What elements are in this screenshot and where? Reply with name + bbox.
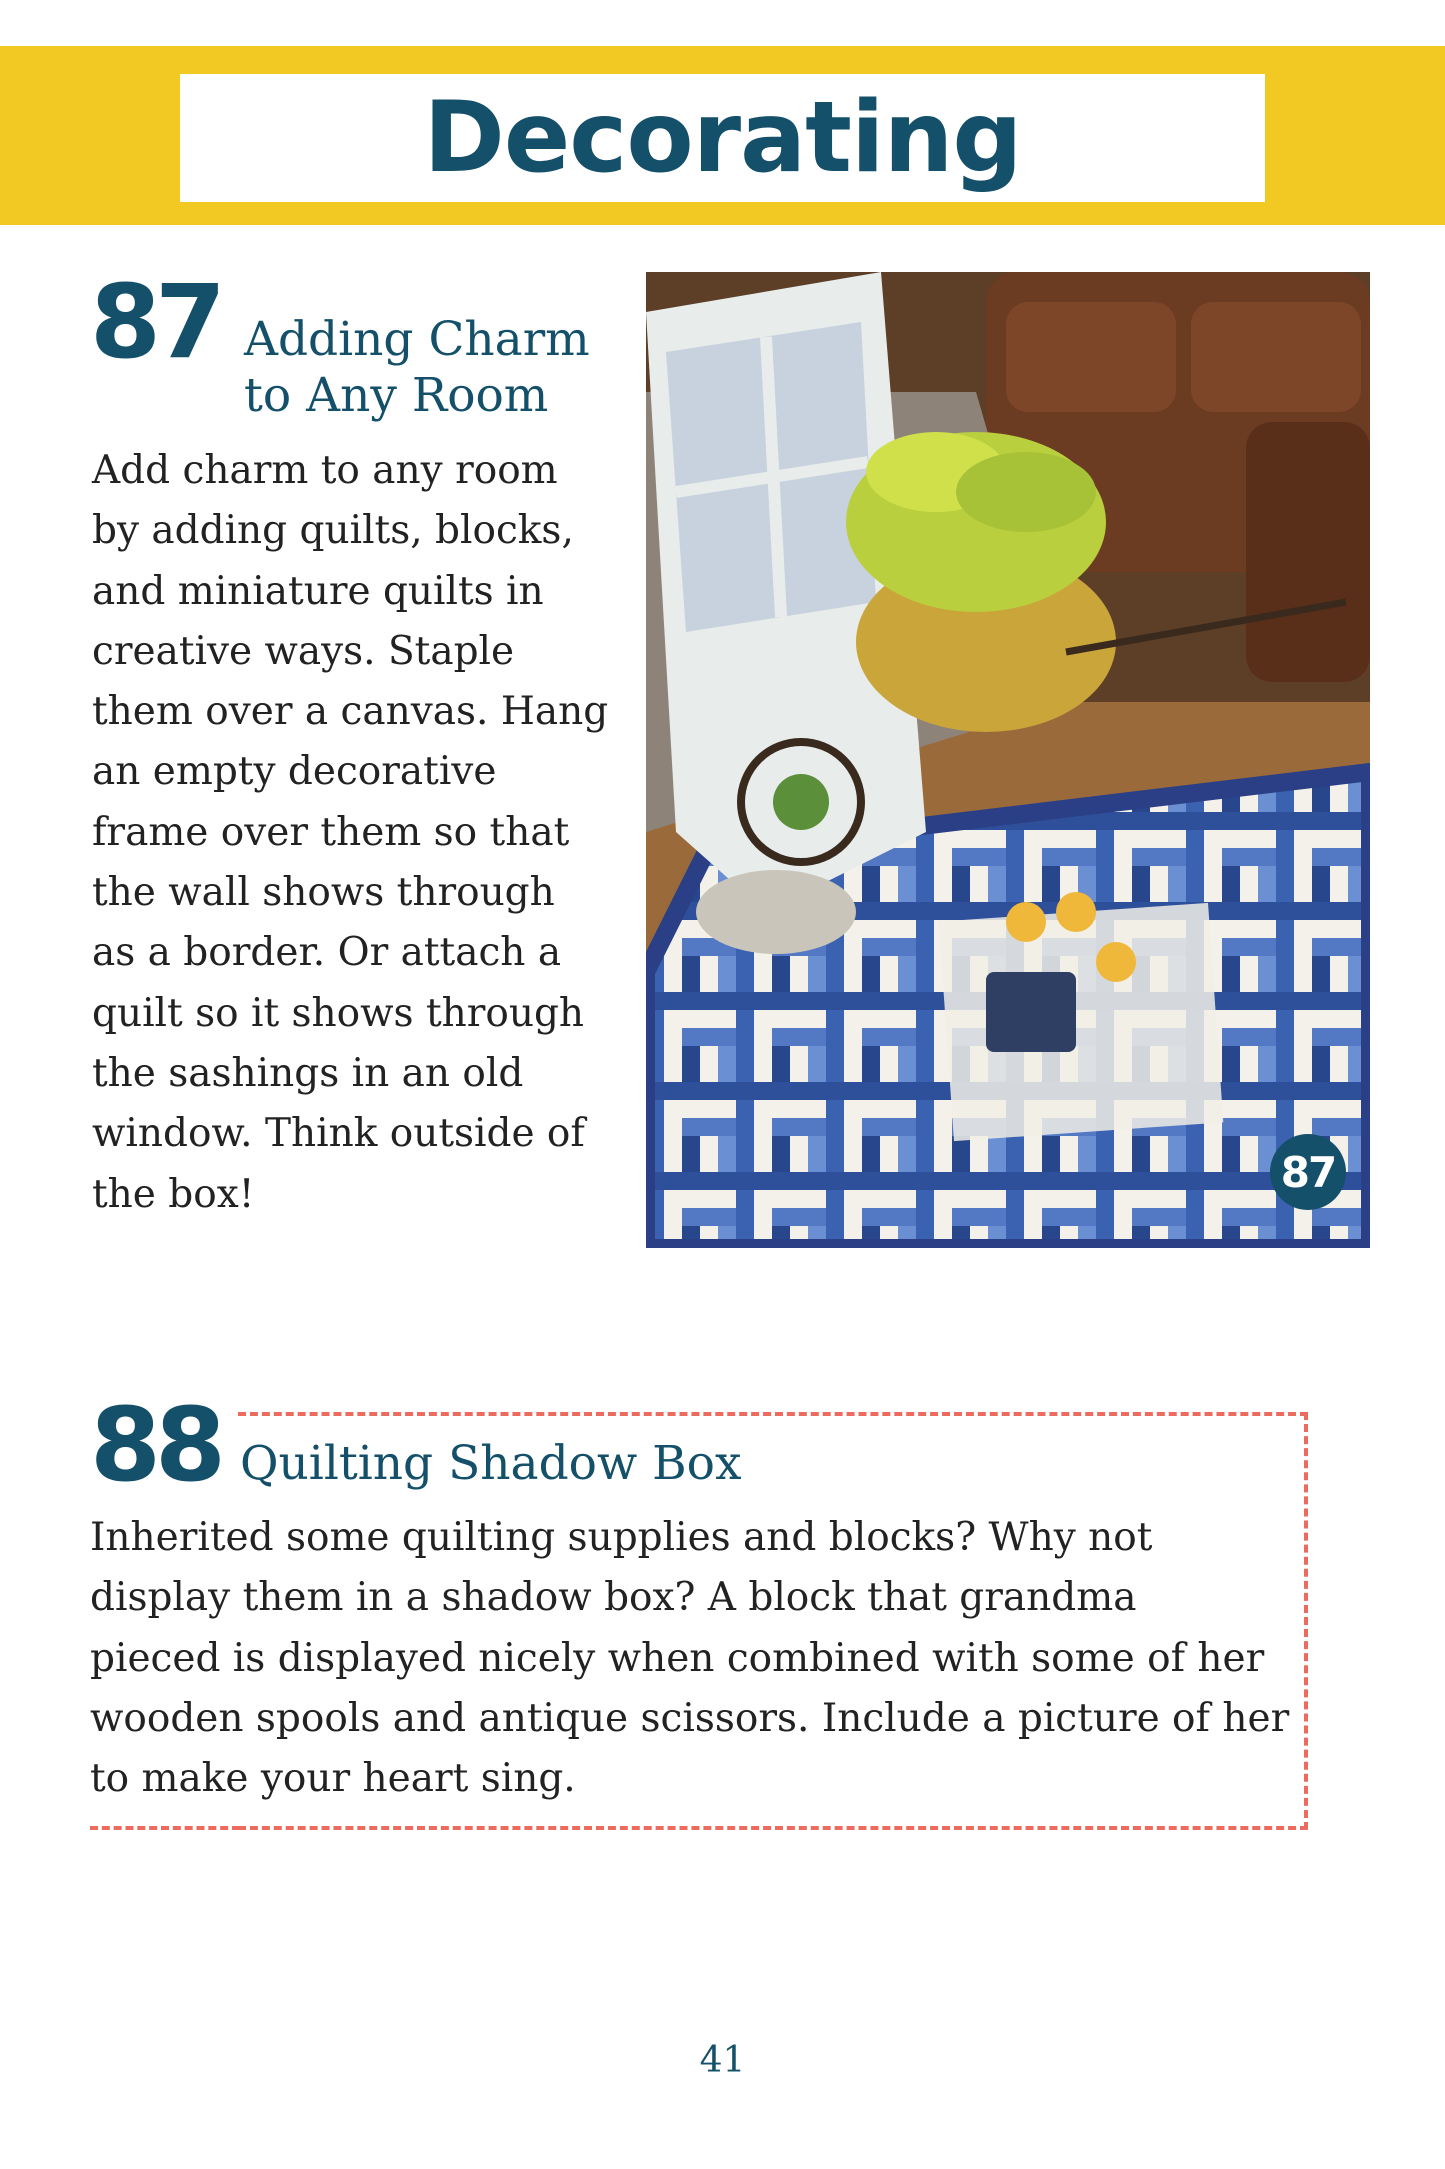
tip-88-title: Quilting Shadow Box [240,1436,742,1491]
tip-87-body [92,441,608,1225]
tip-88-body [90,1508,1289,1809]
body-line: and miniature quilts in [92,568,544,614]
body-line: an empty decorative [92,749,497,795]
tip-88-number: 88 [90,1386,220,1505]
tip-87-title-line1: Adding Charm [244,312,590,367]
tip-87-title-line2: to Any Room [244,368,549,423]
tip-87-number: 87 [90,263,220,382]
header-box [180,74,1265,202]
body-line: the box! [92,1171,255,1217]
body-line: display them in a shadow box? A block that grandma [90,1575,1137,1621]
photo-number-badge: 87 [1270,1134,1346,1210]
body-line: the sashings in an old [92,1050,524,1096]
decor-photo-illustration [646,272,1370,1248]
body-line: to make your heart sing. [90,1756,576,1802]
page-title: Decorating [423,81,1022,195]
body-line: creative ways. Staple [92,628,515,674]
body-line: window. Think outside of [92,1111,585,1157]
body-line: Add charm to any room [92,448,558,493]
body-line: frame over them so that [92,809,570,855]
body-line: wooden spools and antique scissors. Include a picture of her [90,1695,1290,1741]
body-line: Inherited some quilting supplies and blocks? Why not [90,1515,1153,1560]
body-line: them over a canvas. Hang [92,689,609,735]
body-line: quilt so it shows through [92,990,585,1036]
decor-photo [646,272,1370,1248]
body-line: pieced is displayed nicely when combined with some of her [90,1635,1265,1681]
body-line: the wall shows through [92,870,555,916]
body-line: by adding quilts, blocks, [92,508,574,554]
body-line: as a border. Or attach a [92,930,562,976]
tip-88-dashed-border-bottom [90,1826,240,1830]
page-number: 41 [699,2040,746,2081]
